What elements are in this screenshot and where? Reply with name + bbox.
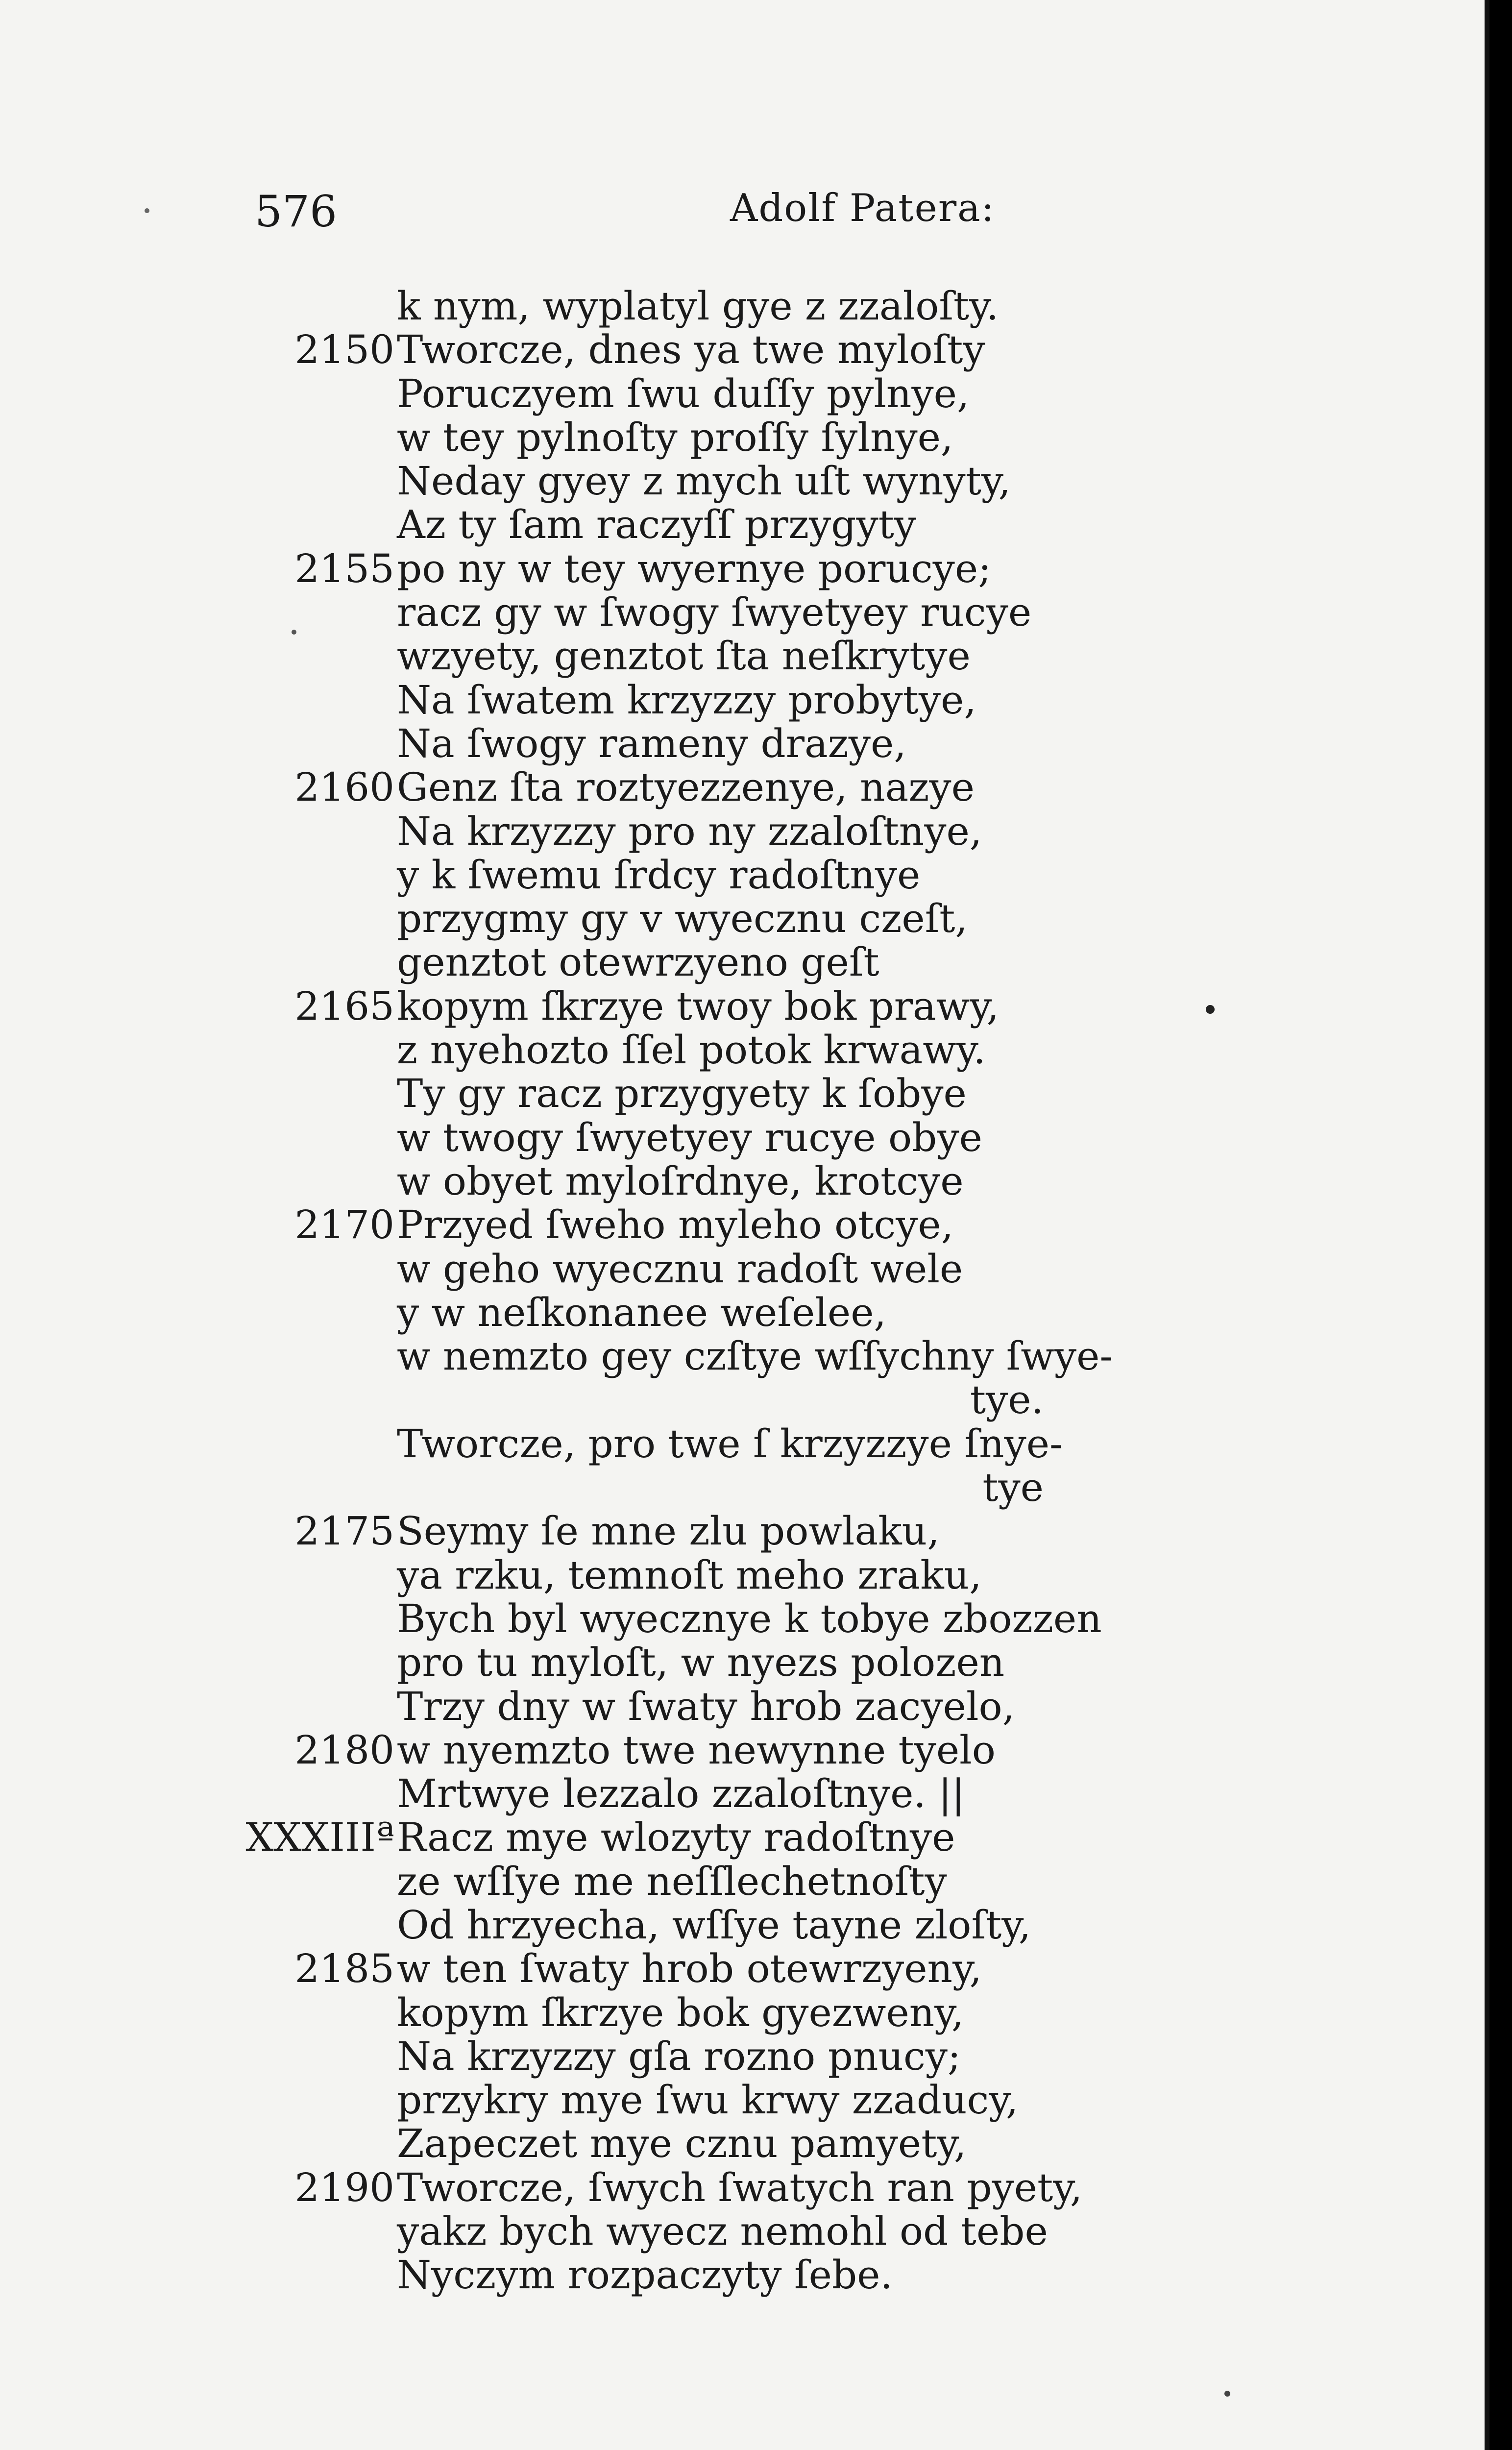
line-number: 2165 (294, 983, 394, 1029)
verse-line-text: z nyehozto ſſel potok krwawy. (397, 1027, 986, 1073)
line-number: 2190 (294, 2164, 394, 2210)
verse-line-text: Od hrzyecha, wſſye tayne zloſty, (397, 1902, 1031, 1948)
verse-line-text: Przyed ſweho myleho otcye, (397, 1202, 954, 1248)
verse-line-text: Az ty ſam raczyſſ przygyty (397, 502, 916, 548)
ink-speck (292, 630, 296, 635)
verse-line-text: Tworcze, dnes ya twe myloſty (397, 327, 985, 373)
verse-line-text: pro tu myloſt, w nyezs polozen (397, 1640, 1005, 1686)
verse-line-text: w obyet myloſrdnye, krotcye (397, 1158, 964, 1204)
verse-line-text: w ten ſwaty hrob otewrzyeny, (397, 1946, 982, 1992)
verse-line-text: ze wſſye me neſſlechetnoſty (397, 1858, 947, 1904)
ink-speck (145, 208, 149, 213)
running-title: Adolf Patera: (730, 186, 995, 230)
line-number: 2155 (294, 545, 394, 591)
verse-line-text: Na krzyzzy gſa rozno pnucy; (397, 2033, 961, 2079)
verse-line-text: Ty gy racz przygyety k ſobye (397, 1071, 967, 1117)
verse-line-text: w nemzto gey czſtye wſſychny ſwye- (397, 1333, 1113, 1379)
verse-line-text: w twogy ſwyetyey rucye obye (397, 1114, 982, 1160)
verse-line-text: w nyemzto twe newynne tyelo (397, 1727, 996, 1773)
verse-line-text: k nym, wyplatyl gye z zzaloſty. (397, 283, 999, 329)
verse-line-text: kopym ſkrzye twoy bok prawy, (397, 983, 1000, 1029)
verse-line-text: kopym ſkrzye bok gyezweny, (397, 1989, 964, 2035)
verse-line-text: Na ſwatem krzyzzy probytye, (397, 677, 976, 723)
verse-line-text: przygmy gy v wyecznu czeſt, (397, 896, 968, 942)
line-number: XXXIIIª (245, 1814, 394, 1861)
verse-line-text: racz gy w ſwogy ſwyetyey rucye (397, 589, 1032, 636)
line-number: 2170 (294, 1202, 394, 1248)
verse-line-text: y w neſkonanee weſelee, (397, 1289, 886, 1335)
ink-speck (1224, 2391, 1230, 2397)
verse-line-text: w tey pylnoſty proſſy ſylnye, (397, 414, 953, 460)
verse-line-text: y k ſwemu ſrdcy radoſtnye (397, 852, 921, 898)
line-number: 2160 (294, 764, 394, 810)
verse-line-text: po ny w tey wyernye porucye; (397, 545, 992, 591)
verse-line-text: ya rzku, temnoſt meho zraku, (397, 1552, 982, 1598)
line-number: 2180 (294, 1727, 394, 1773)
verse-line-text: Nyczym rozpaczyty ſebe. (397, 2252, 893, 2298)
verse-line-text: Na ſwogy rameny drazye, (397, 720, 906, 766)
verse-line-text: Na krzyzzy pro ny zzaloſtnye, (397, 808, 982, 854)
page-number: 576 (255, 186, 337, 237)
verse-line-text: Tworcze, ſwych ſwatych ran pyety, (397, 2164, 1083, 2210)
ink-speck (1206, 1005, 1215, 1014)
verse-line-text: Poruczyem ſwu duſſy pylnye, (397, 370, 970, 416)
verse-line-text: Tworcze, pro twe ſ krzyzzye ſnye- (397, 1421, 1063, 1467)
verse-line-text: wzyety, genztot ſta neſkrytye (397, 633, 971, 679)
verse-line-text: Neday gyey z mych uſt wynyty, (397, 458, 1011, 504)
verse-line-text: Zapeczet mye cznu pamyety, (397, 2121, 967, 2167)
verse-line-text: Seymy ſe mne zlu powlaku, (397, 1508, 940, 1554)
verse-line-text: w geho wyecznu radoſt wele (397, 1246, 963, 1292)
line-number: 2150 (294, 327, 394, 373)
verse-line-text: Mrtwye lezzalo zzaloſtnye. || (397, 1771, 965, 1817)
verse-line-text: Racz mye wlozyty radoſtnye (397, 1814, 955, 1861)
verse-line-text: Bych byl wyecznye k tobye zbozzen (397, 1595, 1102, 1642)
verse-line-text: Genz ſta roztyezzenye, nazye (397, 764, 975, 810)
line-number: 2175 (294, 1508, 394, 1554)
verse-line-text: Trzy dny w ſwaty hrob zacyelo, (397, 1683, 1015, 1729)
verse-line-text: genztot otewrzyeno geſt (397, 939, 879, 985)
verse-line-text: yakz bych wyecz nemohl od tebe (397, 2208, 1048, 2254)
verse-line-continuation: tye (982, 1465, 1044, 1511)
verse-line-continuation: tye. (970, 1377, 1044, 1423)
verse-line-text: przykry mye ſwu krwy zzaducy, (397, 2077, 1019, 2123)
line-number: 2185 (294, 1946, 394, 1992)
